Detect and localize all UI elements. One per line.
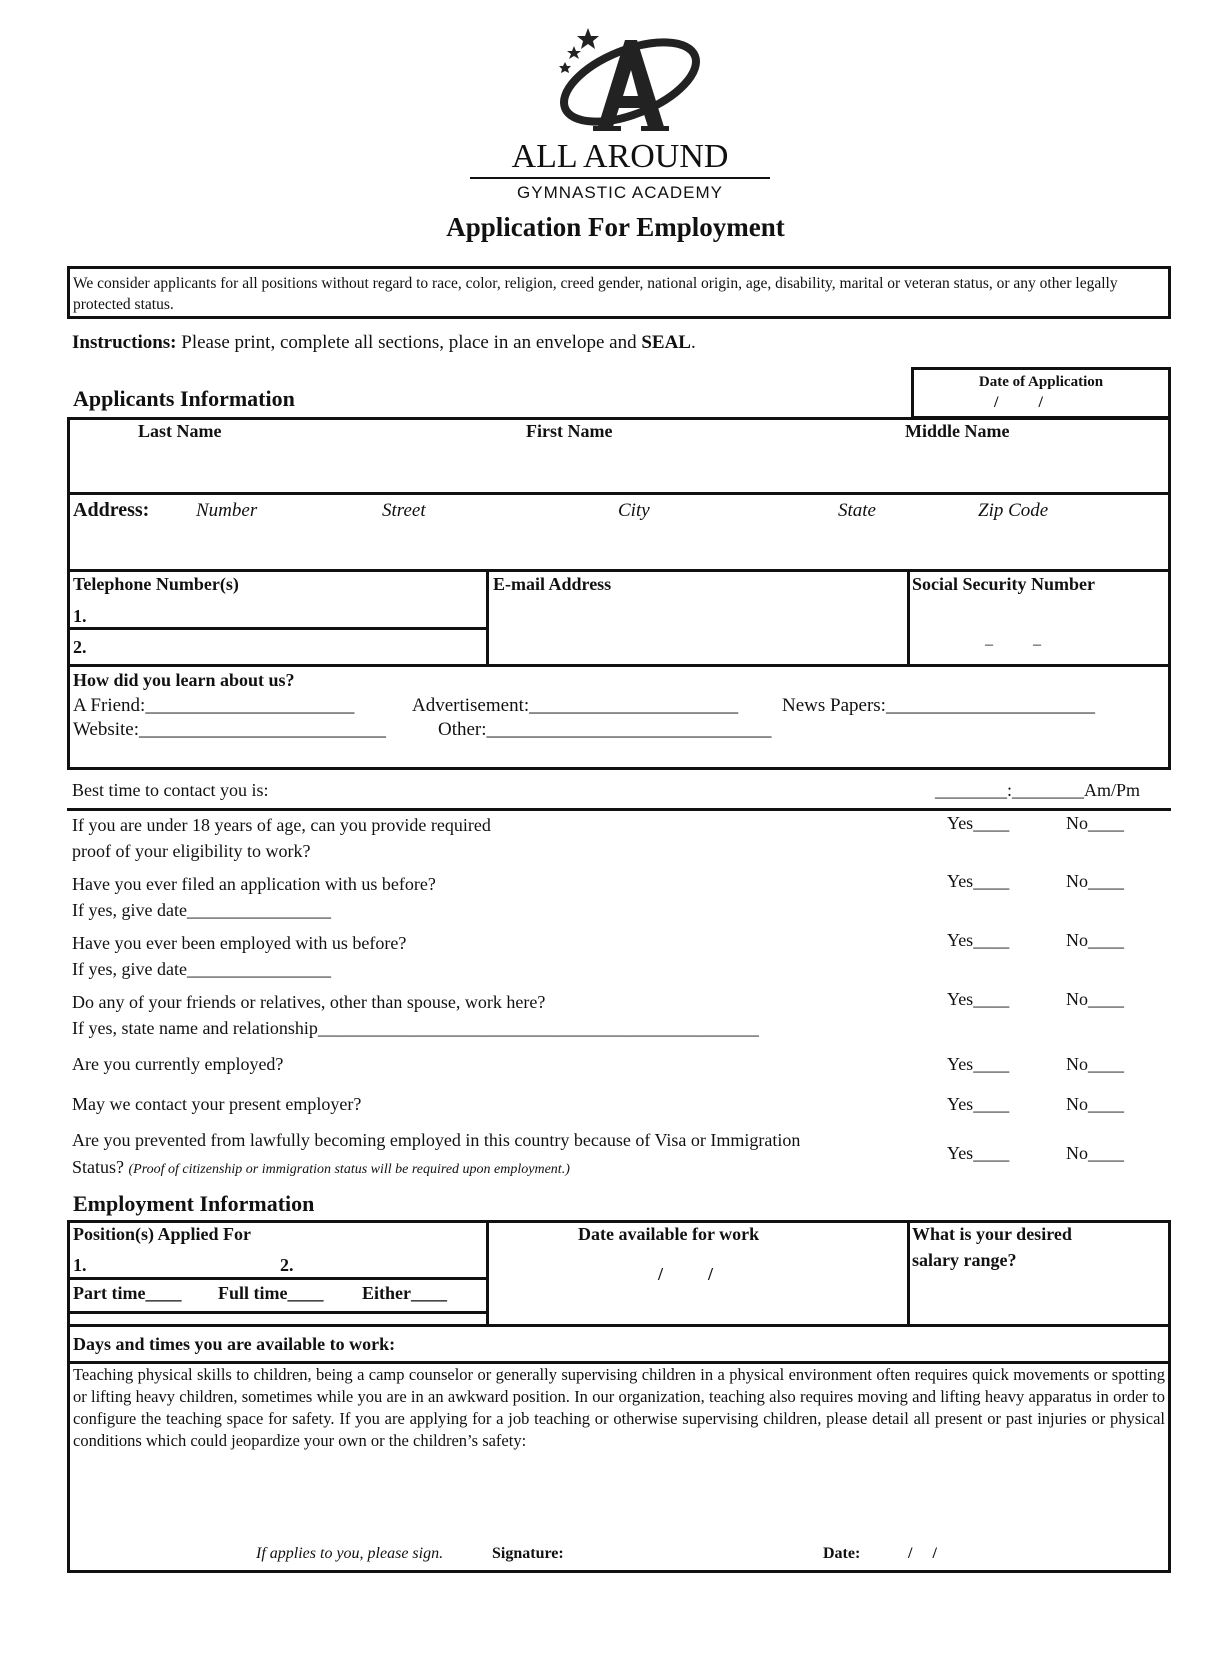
question-4-yes[interactable]: Yes____: [947, 989, 1010, 1009]
injury-disclosure-box: [67, 1361, 1171, 1573]
question-2-no[interactable]: No____: [1066, 871, 1124, 891]
page-title: Application For Employment: [446, 212, 785, 242]
applicants-heading: Applicants Information: [73, 386, 295, 411]
salary-label-line1: What is your desired: [912, 1224, 1072, 1244]
email-label: E-mail Address: [493, 574, 612, 594]
star-icon: [559, 62, 571, 73]
learn-other[interactable]: Other:______________________________: [438, 719, 772, 740]
learn-advertisement[interactable]: Advertisement:______________________: [412, 695, 739, 716]
date-available-slashes[interactable]: / /: [658, 1264, 714, 1284]
address-street: Street: [382, 500, 426, 521]
logo-emblem: [545, 20, 705, 140]
telephone-label: Telephone Number(s): [73, 574, 239, 594]
question-1-line1: If you are under 18 years of age, can you provide required: [72, 815, 491, 835]
question-3-line1: Have you ever been employed with us before?: [72, 933, 407, 953]
date-of-application-label: Date of Application: [978, 374, 1104, 390]
ssn-dashes: – –: [985, 636, 1041, 653]
position-2-label: 2.: [280, 1255, 294, 1275]
question-4-no[interactable]: No____: [1066, 989, 1124, 1009]
position-1-label: 1.: [73, 1255, 87, 1275]
either-option[interactable]: Either____: [362, 1283, 447, 1303]
star-icon: [577, 28, 599, 49]
instructions-emph: SEAL: [641, 332, 691, 353]
learn-website[interactable]: Website:__________________________: [73, 719, 387, 740]
instructions-text: Please print, complete all sections, place in an envelope and: [176, 332, 642, 353]
question-1-yes[interactable]: Yes____: [947, 813, 1010, 833]
sign-note: If applies to you, please sign.: [256, 1545, 444, 1562]
last-name-label: Last Name: [138, 421, 222, 441]
star-icon: [567, 46, 581, 59]
question-1-line2: proof of your eligibility to work?: [72, 841, 311, 861]
best-time-label: Best time to contact you is:: [72, 780, 269, 800]
middle-name-label: Middle Name: [905, 421, 1010, 441]
address-city: City: [618, 500, 650, 521]
instructions: [72, 332, 696, 354]
days-times-label: Days and times you are available to work:: [73, 1334, 396, 1354]
question-3-yes[interactable]: Yes____: [947, 930, 1010, 950]
question-4-line2: If yes, state name and relationship_________________________________________________: [72, 1018, 759, 1038]
question-1-no[interactable]: No____: [1066, 813, 1124, 833]
address-state: State: [838, 500, 876, 521]
question-5-yes[interactable]: Yes____: [947, 1054, 1010, 1074]
question-4-line1: Do any of your friends or relatives, other than spouse, work here?: [72, 992, 546, 1012]
telephone-2-label: 2.: [73, 637, 87, 657]
question-3-no[interactable]: No____: [1066, 930, 1124, 950]
learn-newspapers[interactable]: News Papers:______________________: [782, 695, 1095, 716]
ssn-label: Social Security Number: [912, 574, 1095, 594]
learn-friend[interactable]: A Friend:______________________: [73, 695, 355, 716]
injury-text: Teaching physical skills to children, being a camp counselor or generally supervising children in a physical environment often requires quick movements or spotting or lifting heavy children, sometimes while you are in an awkward position. In our organization, teaching also requires moving and lifting heavy apparatus in order to configure the teaching space for safety. If you are applying for a job teaching or otherwise supervising children, please detail all present or past injuries or physical conditions which could jeopardize your own or the children’s safety:: [73, 1365, 1165, 1450]
best-time-field[interactable]: ________:________Am/Pm: [935, 780, 1141, 800]
salary-label-line2: salary range?: [912, 1250, 1017, 1270]
brand-line1: ALL AROUND: [511, 138, 729, 175]
question-5-line1: Are you currently employed?: [72, 1054, 284, 1074]
address-label: Address:: [73, 499, 150, 521]
question-6-line1: May we contact your present employer?: [72, 1094, 362, 1114]
question-7-line2: Status? (Proof of citizenship or immigration status will be required upon employment.): [72, 1157, 570, 1177]
sign-date-slashes: / /: [908, 1545, 937, 1562]
part-time-option[interactable]: Part time____: [73, 1283, 182, 1303]
question-3-line2: If yes, give date________________: [72, 959, 331, 979]
question-5-no[interactable]: No____: [1066, 1054, 1124, 1074]
question-7-yes[interactable]: Yes____: [947, 1143, 1010, 1163]
days-times-box[interactable]: [67, 1324, 1171, 1364]
instructions-label: Instructions:: [72, 332, 177, 353]
brand-line2: GYMNASTIC ACADEMY: [517, 183, 723, 202]
notice-box: [67, 266, 1171, 319]
logo: [470, 20, 770, 210]
date-of-application-slashes: / /: [994, 394, 1043, 411]
sign-date-label[interactable]: Date:: [823, 1545, 861, 1562]
instructions-end: .: [690, 332, 696, 353]
question-7-no[interactable]: No____: [1066, 1143, 1124, 1163]
full-time-option[interactable]: Full time____: [218, 1283, 324, 1303]
address-zip: Zip Code: [978, 500, 1049, 521]
question-6-yes[interactable]: Yes____: [947, 1094, 1010, 1114]
date-of-application-box[interactable]: [911, 367, 1171, 419]
signature-label[interactable]: Signature:: [492, 1545, 564, 1562]
first-name-label: First Name: [526, 421, 613, 441]
notice-text: We consider applicants for all positions without regard to race, color, religion, creed gender, national origin, age, disability, marital or veteran status, or any other legally protected status.: [73, 275, 1118, 313]
positions-label: Position(s) Applied For: [73, 1224, 252, 1244]
address-number: Number: [196, 500, 258, 521]
question-2-yes[interactable]: Yes____: [947, 871, 1010, 891]
telephone-1-label: 1.: [73, 606, 87, 626]
date-available-label: Date available for work: [578, 1224, 760, 1244]
question-7-line1: Are you prevented from lawfully becoming employed in this country because of Visa or Immigration: [72, 1130, 801, 1150]
employment-heading: Employment Information: [73, 1191, 315, 1216]
question-2-line1: Have you ever filed an application with us before?: [72, 874, 436, 894]
question-2-line2: If yes, give date________________: [72, 900, 331, 920]
question-6-no[interactable]: No____: [1066, 1094, 1124, 1114]
learn-heading: How did you learn about us?: [73, 670, 295, 690]
